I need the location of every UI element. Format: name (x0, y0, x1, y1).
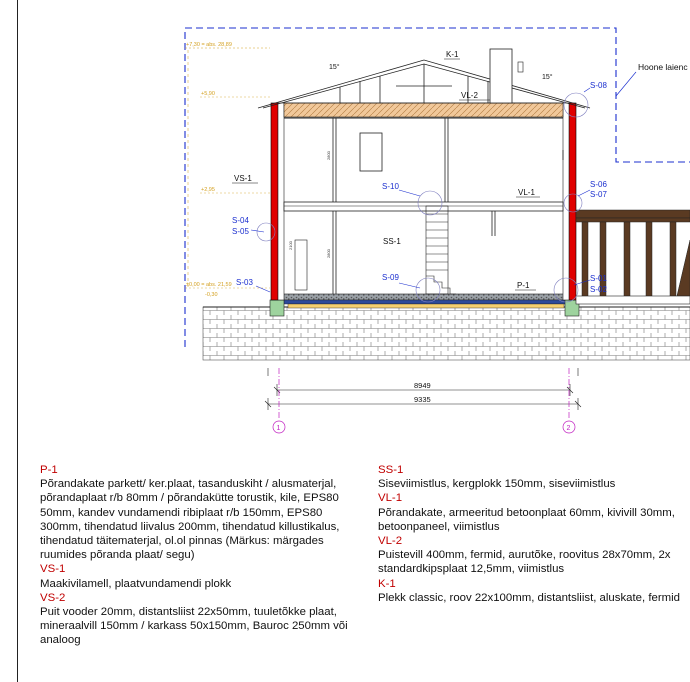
roof-k1 (258, 60, 590, 108)
interior-door (295, 240, 307, 290)
dim-9335: 9335 (414, 395, 431, 404)
legend-code-vs2: VS-2 (40, 591, 66, 604)
svg-text:2800: 2800 (326, 151, 331, 160)
ceiling-insulation-vl2 (284, 103, 563, 117)
legend-code-p1: P-1 (40, 464, 58, 476)
level-590: +5,90 (201, 91, 215, 97)
foundation-left (270, 300, 284, 316)
hoone-leader (616, 72, 636, 96)
legend-code-vl1: VL-1 (378, 492, 403, 505)
label-k1: K-1 (446, 50, 459, 59)
chimney (490, 49, 512, 103)
axis-lines (279, 368, 569, 420)
level-030: -0,30 (205, 292, 218, 298)
label-s10: S-10 (382, 182, 399, 191)
level-zero: ±0,00 = abs. 21,59 (186, 282, 232, 288)
label-vl2: VL-2 (461, 91, 478, 100)
label-s07: S-07 (590, 190, 607, 199)
label-vs1: VS-1 (234, 174, 252, 183)
axis-label-1: 1 (276, 425, 281, 432)
label-s05: S-05 (232, 227, 249, 236)
label-s04: S-04 (232, 216, 249, 225)
axis-label-2: 2 (566, 425, 571, 432)
hoone-label: Hoone laienc (638, 62, 688, 72)
legend-desc-ss1: Siseviimistlus, kergplokk 150mm, siseviimistlus (378, 478, 616, 491)
label-s09: S-09 (382, 273, 399, 282)
legend-desc-vl1: Põrandakate, armeeritud betoonplaat 60mm, kivivill 30mm, betoonpaneel, viimistlus (378, 506, 675, 533)
label-s01: S-01 (590, 274, 607, 283)
label-s02: S-02 (590, 285, 607, 294)
legend-code-ss1: SS-1 (378, 464, 404, 476)
level-top: +7,30 = abs. 28,89 (186, 42, 232, 48)
legend-desc-k1: Plekk classic, roov 22x100mm, distantsliist, aluskate, fermid (378, 591, 680, 604)
legend-desc-vl2: Puistevill 400mm, fermid, aurutõke, roovitus 28x70mm, 2x standardkipsplaat 12,5mm, viimistlus (378, 549, 671, 576)
legend-code-vl2: VL-2 (378, 535, 403, 548)
label-ss1: SS-1 (383, 237, 401, 246)
legend-code-vs1: VS-1 (40, 563, 66, 576)
floor-slab-p1 (280, 294, 572, 300)
dim-8949: 8949 (414, 381, 431, 390)
floor-vl1 (284, 202, 563, 211)
wall-left-red (271, 103, 278, 300)
label-s06: S-06 (590, 180, 607, 189)
staircase (426, 206, 456, 294)
roof-angle-right: 15° (542, 74, 553, 81)
label-p1: P-1 (517, 281, 530, 290)
svg-text:2800: 2800 (326, 249, 331, 258)
level-markers (185, 42, 270, 298)
svg-text:2100: 2100 (288, 241, 293, 250)
wall-right-red (569, 103, 576, 300)
level-295: +2,95 (201, 187, 215, 193)
label-s03: S-03 (236, 278, 253, 287)
legend-code-k1: K-1 (378, 577, 396, 590)
label-vl1: VL-1 (518, 188, 535, 197)
terrace-triangle (676, 240, 690, 300)
roof-angle-left: 15° (329, 64, 340, 71)
legend-desc-vs1: Maakivilamell, plaatvundamendi plokk (40, 577, 232, 590)
legend-right (378, 463, 688, 605)
legend-desc-vs2: Puit vooder 20mm, distantsliist 22x50mm, tuuletõkke plaat, mineraalvill 150mm / karkass 50x150mm, Bauroc 250mm või analoog (40, 606, 348, 647)
label-s08: S-08 (590, 81, 607, 90)
legend-desc-p1: Põrandakate parkett/ ker.plaat, tasanduskiht / alusmaterjal, põrandaplaat r/b 80mm / põrandakütte torustik, kile, EPS80 50mm, kandev vundamendi ribiplaat r/b 150mm, EPS80 300mm, tihendatud liivalus 200mm, tihendatud killustikalus, tihendatud täitematerjal, ol.ol pinnas (Märkus: märgades ruumides põranda plaat/ segu) (40, 478, 340, 562)
legend-left (40, 463, 360, 648)
